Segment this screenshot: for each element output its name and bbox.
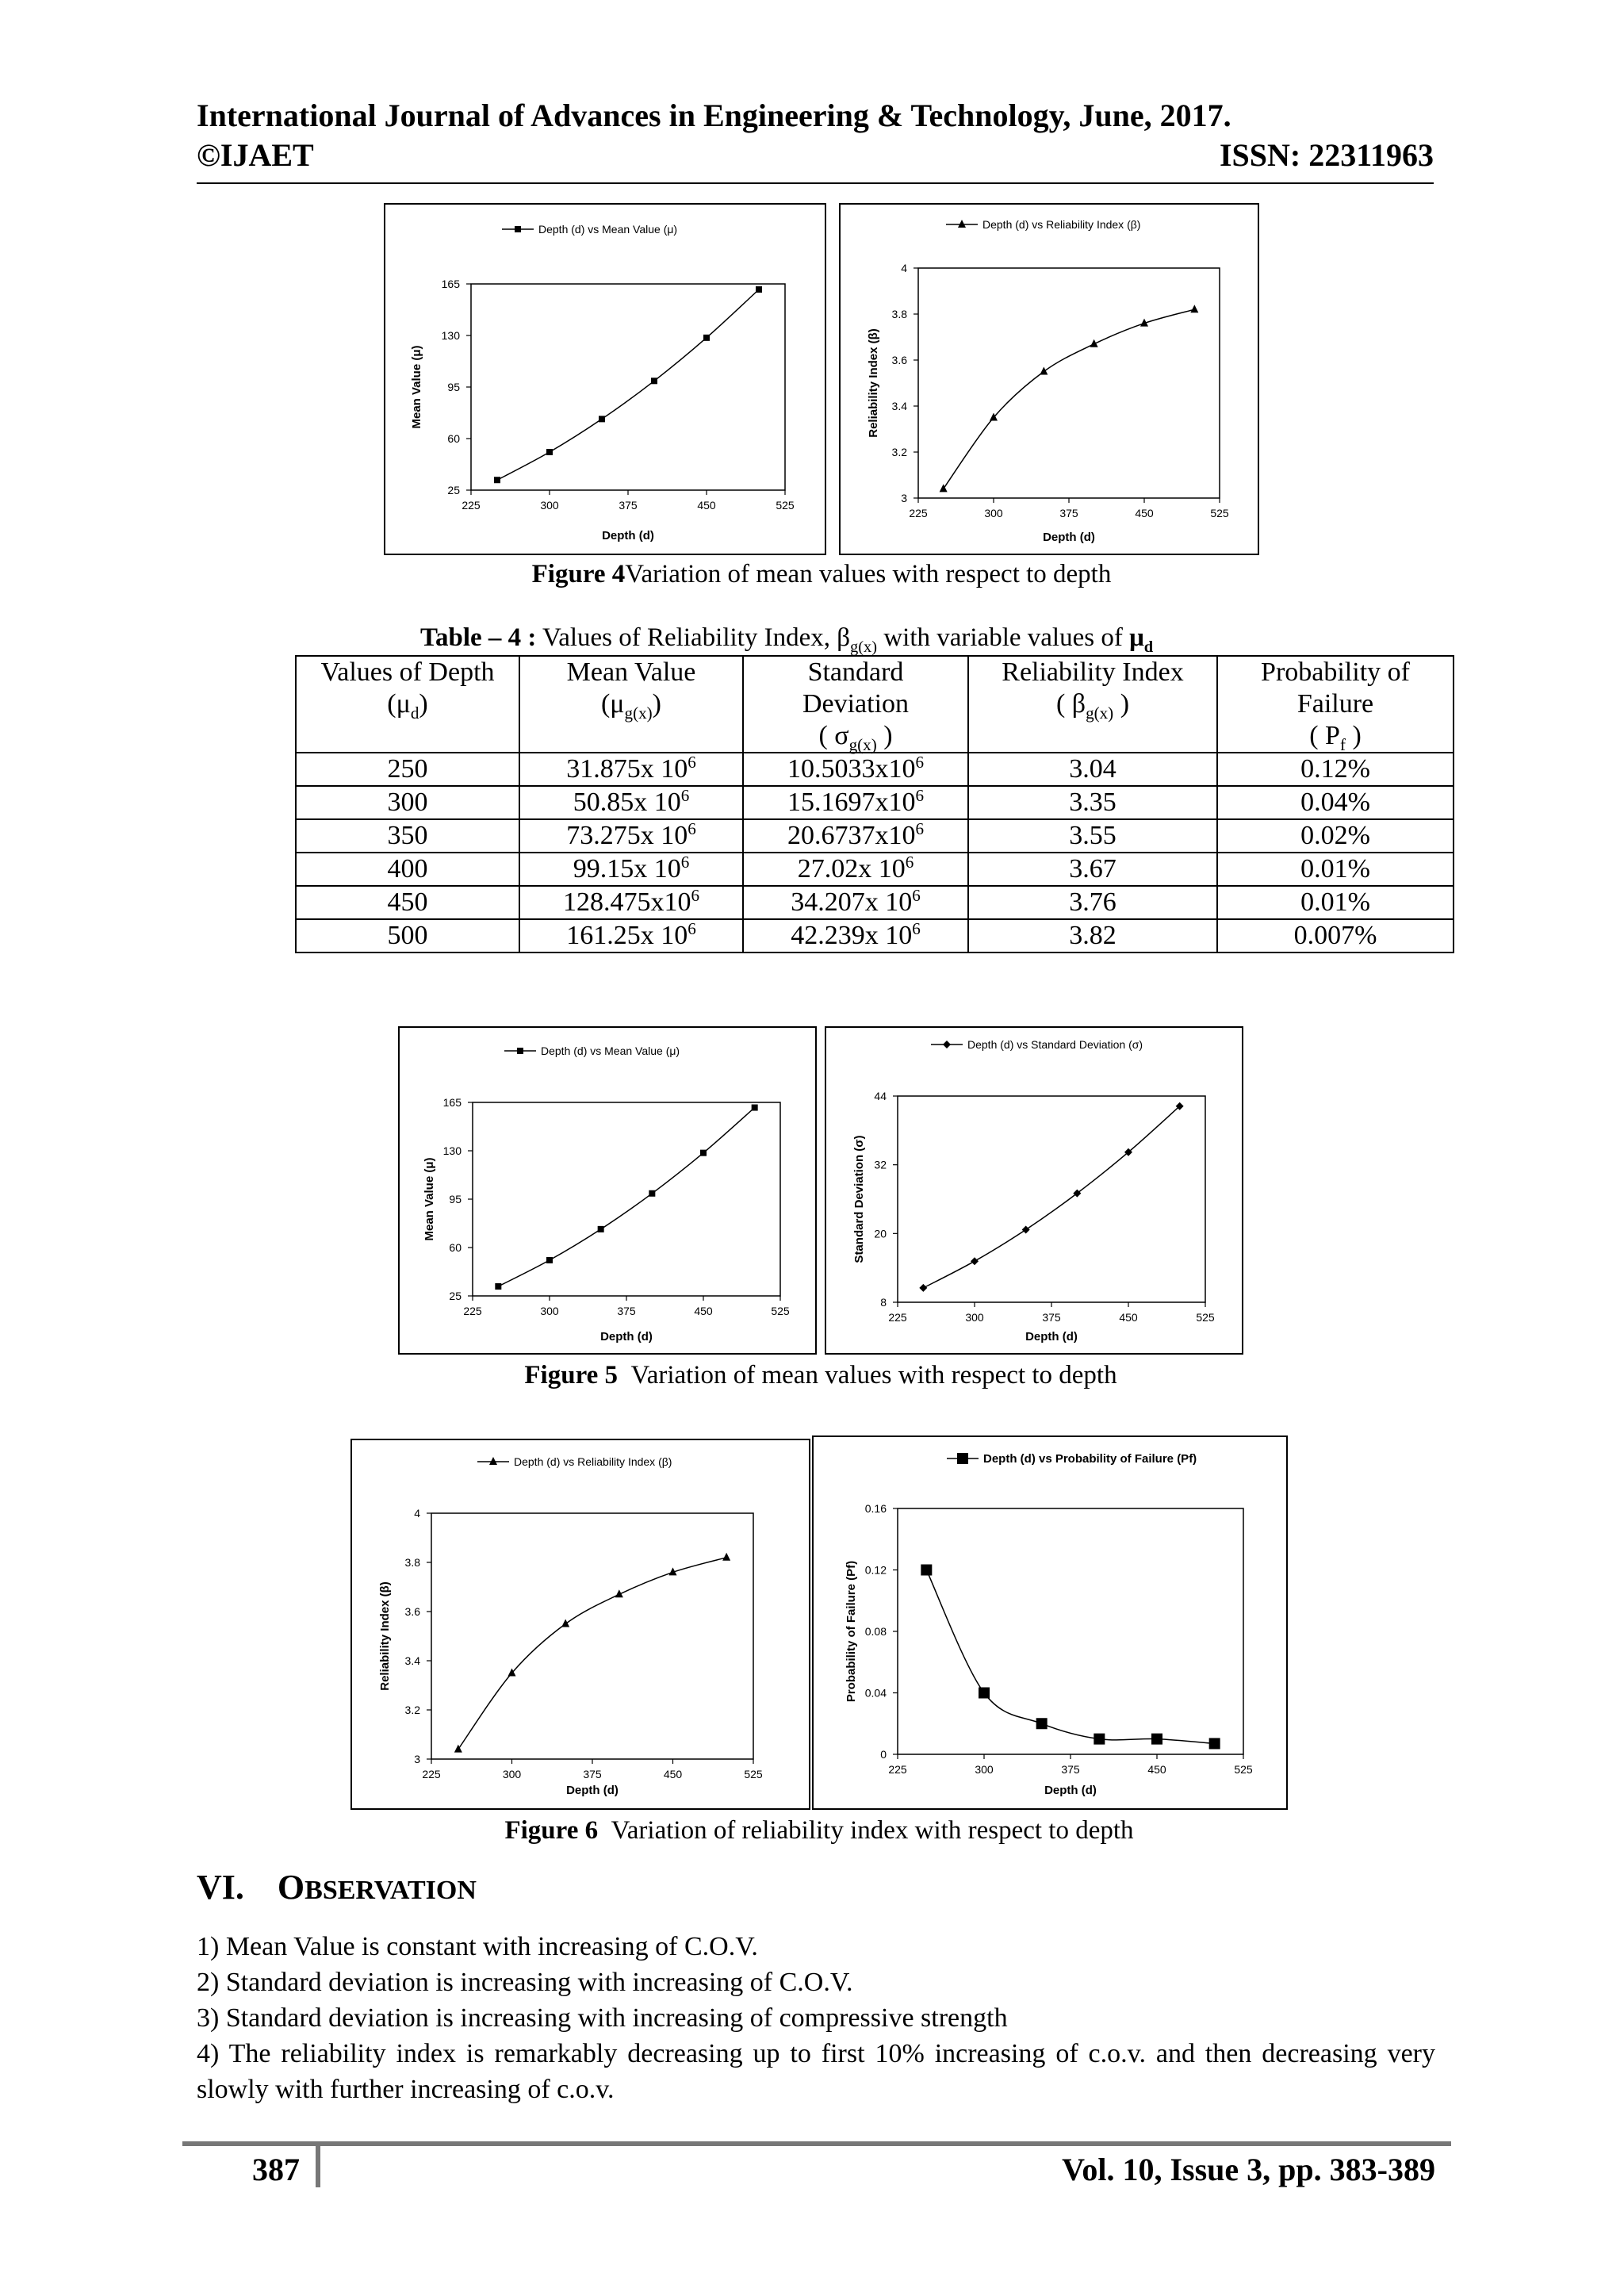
y-tick-label: 95 — [447, 381, 460, 393]
chart-svg-fig4-beta — [841, 205, 1258, 554]
x-tick-label: 525 — [1210, 507, 1229, 519]
figure6-text: Variation of reliability index with respect to depth — [611, 1816, 1134, 1845]
x-tick-label: 225 — [462, 499, 481, 512]
chart-fig6-reliability — [350, 1439, 810, 1810]
cell-depth: 500 — [296, 919, 519, 953]
data-point — [598, 1226, 604, 1232]
x-tick-label: 375 — [1042, 1311, 1061, 1324]
x-tick-label: 300 — [540, 1305, 559, 1317]
cell-reliability: 3.04 — [968, 753, 1217, 786]
data-point — [1040, 367, 1048, 375]
cell-sd: $15.1697x10^6$ — [743, 786, 968, 819]
series-line — [926, 1570, 1214, 1744]
x-tick-label: 225 — [909, 507, 928, 519]
x-tick-label: 450 — [663, 1768, 683, 1780]
x-tick-label: 450 — [1135, 507, 1154, 519]
cell-pf: 0.02% — [1217, 819, 1454, 853]
data-point — [756, 286, 762, 293]
table-row — [296, 886, 1454, 919]
x-tick-label: 450 — [1147, 1763, 1166, 1776]
chart-svg-fig6-pf — [814, 1437, 1286, 1808]
series-line — [944, 309, 1195, 489]
x-tick-label: 525 — [771, 1305, 790, 1317]
y-tick-label: 60 — [449, 1241, 462, 1254]
cell-mean: 161.25x $10^6$ — [519, 919, 743, 953]
cell-reliability: 3.67 — [968, 853, 1217, 886]
data-point — [651, 378, 657, 384]
x-axis-label: Depth (d) — [600, 1330, 653, 1343]
y-tick-label: 25 — [449, 1290, 462, 1302]
page-number: 387 — [252, 2152, 300, 2187]
legend-label: Depth (d) vs Standard Deviation (σ) — [967, 1038, 1143, 1051]
data-point — [546, 449, 553, 455]
cell-pf: 0.01% — [1217, 853, 1454, 886]
observation-3: 3) Standard deviation is increasing with increasing of compressive strength — [197, 2003, 1008, 2033]
x-tick-label: 300 — [502, 1768, 522, 1780]
observation-4: 4) The reliability index is remarkably decreasing up to first 10% increasing of c.o.v. and then decreasing very slowly with further increasing of c.o.v. — [197, 2039, 1435, 2104]
x-tick-label: 225 — [422, 1768, 441, 1780]
table-row — [296, 753, 1454, 786]
x-tick-label: 300 — [975, 1763, 994, 1776]
y-axis-label: Mean Value (μ) — [423, 1157, 436, 1241]
observation-2: 2) Standard deviation is increasing with increasing of C.O.V. — [197, 1968, 853, 1997]
x-tick-label: 375 — [1061, 1763, 1080, 1776]
cell-reliability: 3.55 — [968, 819, 1217, 853]
cell-pf: 0.04% — [1217, 786, 1454, 819]
cell-pf: 0.007% — [1217, 919, 1454, 953]
x-axis-label: Depth (d) — [1043, 531, 1095, 544]
data-point — [561, 1619, 569, 1627]
y-tick-label: 3.8 — [404, 1556, 420, 1569]
figure5-caption — [398, 1359, 1243, 1391]
data-point — [649, 1190, 655, 1197]
y-tick-label: 3.2 — [891, 446, 907, 458]
legend-marker — [958, 220, 966, 228]
series-line — [923, 1106, 1179, 1288]
cell-sd: $10.5033x10^6$ — [743, 753, 968, 786]
plot-area — [473, 1102, 780, 1296]
y-tick-label: 4 — [901, 262, 907, 274]
x-axis-label: Depth (d) — [566, 1784, 619, 1797]
observation-1: 1) Mean Value is constant with increasing of C.O.V. — [197, 1932, 758, 1961]
chart-fig5-mean — [398, 1026, 817, 1355]
x-tick-label: 450 — [697, 499, 716, 512]
series-line — [497, 289, 759, 480]
x-axis-label: Depth (d) — [1025, 1330, 1078, 1343]
copyright: ©IJAET — [197, 137, 314, 173]
x-tick-label: 525 — [744, 1768, 763, 1780]
chart-fig4-mean — [384, 203, 826, 555]
y-axis-label: Probability of Failure (Pf) — [845, 1560, 858, 1703]
legend-marker — [943, 1041, 951, 1048]
legend — [931, 1038, 1143, 1051]
data-point — [703, 335, 710, 341]
x-tick-label: 450 — [694, 1305, 713, 1317]
chart-fig6-pf — [812, 1435, 1288, 1810]
cell-pf: 0.01% — [1217, 886, 1454, 919]
cell-mean: 73.275x $10^6$ — [519, 819, 743, 853]
cell-reliability: 3.35 — [968, 786, 1217, 819]
y-tick-label: 60 — [447, 432, 460, 445]
legend — [504, 1045, 680, 1057]
x-tick-label: 300 — [965, 1311, 984, 1324]
legend-marker — [489, 1457, 497, 1465]
x-tick-label: 300 — [540, 499, 559, 512]
data-point — [1209, 1738, 1220, 1749]
y-tick-label: 0 — [880, 1748, 887, 1761]
legend-marker — [517, 1048, 523, 1054]
chart-svg-fig5-mean — [400, 1028, 815, 1353]
y-axis-label: Reliability Index (β) — [378, 1581, 392, 1691]
figure4-caption — [384, 558, 1259, 590]
y-tick-label: 130 — [442, 1144, 462, 1157]
legend-label: Depth (d) vs Probability of Failure (Pf) — [983, 1452, 1197, 1466]
y-tick-label: 3.2 — [404, 1704, 420, 1716]
legend — [477, 1455, 672, 1468]
data-point — [1094, 1734, 1105, 1745]
x-tick-label: 225 — [888, 1311, 907, 1324]
table4-caption: Table – 4 : Values of Reliability Index, $\beta_{g(x)}$ with variable values of $\mu_d$ — [420, 623, 1154, 656]
observations — [197, 1929, 1435, 2107]
cell-depth: 400 — [296, 853, 519, 886]
table-row — [296, 919, 1454, 953]
plot-area — [898, 1096, 1205, 1302]
figure6-caption — [350, 1815, 1288, 1846]
y-tick-label: 3 — [901, 492, 907, 504]
x-tick-label: 525 — [776, 499, 795, 512]
plot-area — [918, 268, 1220, 498]
x-tick-label: 375 — [619, 499, 638, 512]
y-axis-label: Standard Deviation (σ) — [852, 1135, 866, 1263]
cell-mean: 99.15x $10^6$ — [519, 853, 743, 886]
y-tick-label: 8 — [880, 1296, 887, 1309]
data-point — [700, 1150, 707, 1156]
x-tick-label: 450 — [1119, 1311, 1138, 1324]
chart-svg-fig4-mean — [385, 205, 825, 554]
data-point — [921, 1565, 932, 1576]
legend-label: Depth (d) vs Reliability Index (β) — [982, 218, 1141, 231]
y-tick-label: 4 — [414, 1507, 420, 1520]
header-rule — [197, 182, 1434, 184]
data-point — [599, 416, 605, 422]
footer-rule — [182, 2141, 1451, 2146]
plot-area — [898, 1508, 1243, 1754]
y-tick-label: 0.04 — [864, 1686, 887, 1700]
legend-marker — [515, 226, 521, 232]
table-row — [296, 819, 1454, 853]
cell-depth: 350 — [296, 819, 519, 853]
data-point — [1036, 1718, 1048, 1729]
chart-svg-fig5-sd — [826, 1028, 1242, 1353]
cell-sd: 42.239x $10^6$ — [743, 919, 968, 953]
y-tick-label: 44 — [874, 1090, 887, 1102]
data-point — [722, 1553, 730, 1561]
y-tick-label: 3 — [414, 1753, 420, 1765]
x-axis-label: Depth (d) — [1044, 1784, 1097, 1797]
legend — [502, 223, 677, 236]
y-tick-label: 3.6 — [404, 1605, 420, 1618]
y-axis-label: Reliability Index (β) — [867, 328, 880, 438]
series-line — [458, 1558, 726, 1750]
x-axis-label: Depth (d) — [602, 529, 654, 542]
section-heading: VI. OBSERVATION — [197, 1868, 477, 1907]
volume-info: Vol. 10, Issue 3, pp. 383-389 — [1062, 2152, 1435, 2187]
header-line-2 — [197, 136, 1434, 174]
table-row — [296, 853, 1454, 886]
x-tick-label: 375 — [583, 1768, 602, 1780]
y-tick-label: 130 — [441, 329, 460, 342]
th-pf: Probability of Failure ( $P_f$ ) — [1217, 656, 1454, 753]
figure4-label: Figure 4 — [531, 560, 626, 588]
x-tick-label: 225 — [888, 1763, 907, 1776]
x-tick-label: 375 — [617, 1305, 636, 1317]
y-tick-label: 165 — [442, 1096, 462, 1109]
footer-bar — [316, 2146, 320, 2187]
y-tick-label: 0.16 — [864, 1502, 887, 1515]
y-tick-label: 25 — [447, 484, 460, 496]
x-tick-label: 225 — [463, 1305, 482, 1317]
legend-marker — [957, 1453, 968, 1464]
y-tick-label: 95 — [449, 1193, 462, 1205]
data-point — [495, 1283, 501, 1290]
x-tick-label: 525 — [1234, 1763, 1253, 1776]
chart-fig5-sd — [825, 1026, 1243, 1355]
cell-mean: $128.475x10^6$ — [519, 886, 743, 919]
data-point — [1190, 305, 1198, 312]
y-axis-label: Mean Value (μ) — [410, 345, 423, 429]
cell-sd: $20.6737x10^6$ — [743, 819, 968, 853]
th-sd: Standard Deviation ( $\sigma_{g(x)}$ ) — [743, 656, 968, 753]
legend — [946, 218, 1140, 231]
data-point — [1151, 1734, 1162, 1745]
chart-svg-fig6-beta — [352, 1440, 809, 1808]
table-row — [296, 786, 1454, 819]
legend-label: Depth (d) vs Mean Value (μ) — [538, 223, 678, 236]
cell-depth: 300 — [296, 786, 519, 819]
cell-mean: 31.875x $10^6$ — [519, 753, 743, 786]
chart-fig4-reliability — [839, 203, 1259, 555]
th-reliability: Reliability Index ( $\beta_{g(x)}$ ) — [968, 656, 1217, 753]
figure5-text: Variation of mean values with respect to depth — [630, 1361, 1117, 1389]
cell-sd: 34.207x $10^6$ — [743, 886, 968, 919]
y-tick-label: 3.8 — [891, 308, 907, 320]
cell-reliability: 3.76 — [968, 886, 1217, 919]
th-depth: Values of Depth $(\mu_d)$ — [296, 656, 519, 753]
x-tick-label: 300 — [984, 507, 1003, 519]
cell-mean: 50.85x $10^6$ — [519, 786, 743, 819]
cell-sd: 27.02x $10^6$ — [743, 853, 968, 886]
table4 — [295, 655, 1454, 953]
y-tick-label: 0.12 — [864, 1563, 887, 1577]
issn: ISSN: 22311963 — [1219, 137, 1434, 173]
x-tick-label: 525 — [1196, 1311, 1215, 1324]
legend — [947, 1452, 1197, 1466]
y-tick-label: 165 — [441, 278, 460, 290]
data-point — [919, 1284, 927, 1292]
plot-area — [431, 1513, 753, 1759]
y-tick-label: 3.4 — [404, 1654, 420, 1667]
y-tick-label: 0.08 — [864, 1625, 887, 1638]
data-point — [752, 1105, 758, 1111]
y-tick-label: 32 — [874, 1158, 887, 1171]
cell-depth: 250 — [296, 753, 519, 786]
data-point — [1022, 1225, 1030, 1233]
cell-pf: 0.12% — [1217, 753, 1454, 786]
cell-depth: 450 — [296, 886, 519, 919]
data-point — [494, 477, 500, 483]
y-tick-label: 3.4 — [891, 400, 907, 412]
figure5-label: Figure 5 — [524, 1361, 619, 1389]
figure6-label: Figure 6 — [504, 1816, 599, 1845]
data-point — [546, 1257, 553, 1263]
th-mean: Mean Value $(\mu_{g(x)})$ — [519, 656, 743, 753]
data-point — [979, 1688, 990, 1699]
legend-label: Depth (d) vs Reliability Index (β) — [514, 1455, 672, 1468]
y-tick-label: 3.6 — [891, 354, 907, 366]
data-point — [971, 1257, 979, 1265]
table-header-row — [296, 656, 1454, 753]
cell-reliability: 3.82 — [968, 919, 1217, 953]
x-tick-label: 375 — [1059, 507, 1078, 519]
journal-title: International Journal of Advances in Engineering & Technology, June, 2017. — [197, 98, 1231, 133]
plot-area — [471, 284, 785, 490]
y-tick-label: 20 — [874, 1227, 887, 1240]
series-line — [498, 1108, 754, 1287]
figure4-text: Variation of mean values with respect to depth — [625, 560, 1112, 588]
legend-label: Depth (d) vs Mean Value (μ) — [541, 1045, 680, 1057]
